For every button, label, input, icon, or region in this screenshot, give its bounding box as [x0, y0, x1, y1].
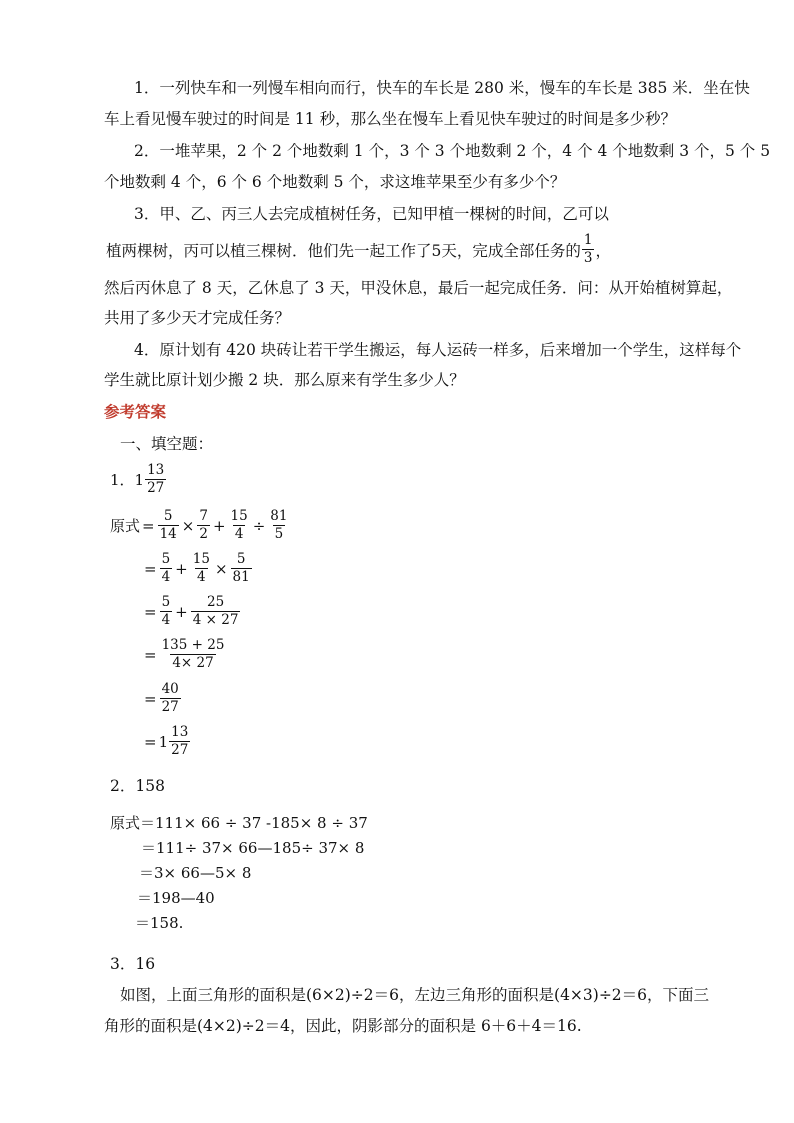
equals-sign: =: [144, 732, 157, 751]
answers-heading: 参考答案: [104, 402, 167, 421]
answer-1-step-3: [142, 594, 241, 629]
fraction: [160, 551, 173, 586]
fraction: [197, 508, 210, 543]
fraction-denominator: 4: [197, 569, 206, 585]
section-title: 一、填空题：: [120, 435, 214, 453]
times-sign: ×: [214, 559, 228, 578]
fraction-numerator: 135 + 25: [161, 637, 225, 653]
fraction-numerator: 81: [270, 508, 288, 524]
fraction: [268, 508, 289, 543]
problem-2-line-1: 2．一堆苹果，2 个 2 个地数剩 1 个，3 个 3 个地数剩 2 个，4 个 4 个地数剩 3 个，5 个 5: [134, 142, 771, 160]
fraction-denominator: 4: [161, 612, 171, 628]
problem-3-line-2: [106, 232, 611, 267]
problem-3-line-2-end: ，: [595, 241, 611, 260]
problem-3-line-2-text: 植两棵树，丙可以植三棵树．他们先一起工作了5天，完成全部任务的: [106, 241, 581, 260]
answer-2-step-3: ＝3× 66—5× 8: [139, 864, 252, 882]
problem-3-fraction-den: 3: [583, 250, 593, 266]
fraction-numerator: 13: [171, 724, 189, 740]
fraction-numerator: 15: [192, 551, 210, 567]
problem-4-line-2: 学生就比原计划少搬 2 块．那么原来有学生多少人？: [104, 371, 465, 389]
fraction: [160, 637, 227, 672]
answer-3-label: 3．16: [110, 955, 156, 973]
problem-3-line-3: 然后丙休息了 8 天，乙休息了 3 天，甲没休息，最后一起完成任务．问：从开始植树算起，: [104, 279, 733, 297]
plus-sign: +: [175, 559, 188, 578]
fraction-denominator: 4× 27: [172, 655, 214, 671]
problem-3-line-4: 共用了多少天才完成任务？: [104, 309, 291, 327]
plus-sign: +: [212, 516, 226, 535]
answer-1-step-5: [142, 681, 182, 716]
equals-sign: =: [144, 645, 157, 664]
answer-2-step-4: ＝198—40: [137, 889, 215, 907]
problem-4-line-1: 4．原计划有 420 块砖让若干学生搬运，每人运砖一样多，后来增加一个学生，这样每个: [134, 341, 742, 359]
fraction-denominator: 27: [171, 742, 189, 758]
times-sign: ×: [181, 516, 195, 535]
fraction: [229, 508, 250, 543]
equals-sign: =: [144, 602, 157, 621]
answer-1-step-4: [142, 637, 227, 672]
fraction: [160, 594, 173, 629]
fraction: [160, 681, 181, 716]
fraction-numerator: 5: [161, 551, 171, 567]
fraction-denominator: 27: [147, 480, 165, 496]
answer-1-step-2: [142, 551, 253, 586]
answer-1-label: [110, 462, 167, 497]
answer-1-fraction: [145, 462, 166, 497]
problem-2-line-2: 个地数剩 4 个，6 个 6 个地数剩 5 个，求这堆苹果至少有多少个？: [104, 173, 566, 191]
answer-2-step-2: ＝111÷ 37× 66—185÷ 37× 8: [141, 839, 365, 857]
divide-sign: ÷: [252, 516, 266, 535]
answer-2-step-1: 原式＝111× 66 ÷ 37 -185× 8 ÷ 37: [110, 814, 368, 832]
problem-3-line-1: 3．甲、乙、丙三人去完成植树任务，已知甲植一棵树的时间，乙可以: [134, 205, 609, 223]
fraction-numerator: 15: [230, 508, 248, 524]
answer-1-number: 1．: [110, 471, 135, 489]
mixed-whole: 1: [158, 732, 169, 751]
problem-1-line-2: 车上看见慢车驶过的时间是 11 秒，那么坐在慢车上看见快车驶过的时间是多少秒？: [104, 110, 677, 128]
fraction-numerator: 5: [236, 551, 246, 567]
fraction-numerator: 25: [206, 594, 225, 610]
fraction: [191, 594, 241, 629]
answer-1-step-6: [142, 724, 191, 759]
problem-1-line-1: 1．一列快车和一列慢车相向而行，快车的车长是 280 米，慢车的车长是 385 米．坐在快: [134, 79, 750, 97]
equals-sign: =: [144, 559, 157, 578]
fraction-denominator: 4: [161, 569, 171, 585]
fraction-numerator: 40: [161, 681, 179, 697]
answer-1-step-1: [110, 508, 290, 543]
fraction-numerator: 13: [147, 462, 165, 478]
fraction-denominator: 4: [234, 526, 244, 542]
equals-sign: =: [144, 689, 157, 708]
fraction-numerator: 7: [199, 508, 208, 524]
mixed-number: [159, 724, 192, 759]
problem-3-fraction: [582, 232, 595, 267]
fraction: [169, 724, 190, 759]
plus-sign: +: [175, 602, 188, 621]
original-expression-label: 原式: [110, 517, 141, 535]
answer-1-value: [135, 462, 168, 497]
fraction: [191, 551, 212, 586]
fraction-denominator: 5: [274, 526, 284, 542]
answer-2-label: 2．158: [110, 777, 165, 795]
fraction-denominator: 27: [161, 699, 179, 715]
answer-3-line-2: 角形的面积是(4×2)÷2＝4，因此，阴影部分的面积是 6＋6＋4＝16.: [104, 1017, 582, 1035]
fraction-numerator: 5: [161, 594, 171, 610]
fraction: [231, 551, 252, 586]
fraction-denominator: 14: [159, 526, 177, 542]
equals-sign: =: [142, 516, 155, 535]
answer-3-line-1: 如图，上面三角形的面积是(6×2)÷2＝6，左边三角形的面积是(4×3)÷2＝6，下面三: [120, 986, 710, 1004]
answer-1-whole: 1: [134, 470, 145, 489]
fraction: [158, 508, 179, 543]
fraction-denominator: 4 × 27: [192, 612, 239, 628]
fraction-denominator: 81: [232, 569, 250, 585]
fraction-numerator: 5: [163, 508, 173, 524]
fraction-denominator: 2: [199, 526, 208, 542]
answer-2-step-5: ＝158.: [135, 914, 184, 932]
problem-3-fraction-num: 1: [583, 232, 593, 248]
